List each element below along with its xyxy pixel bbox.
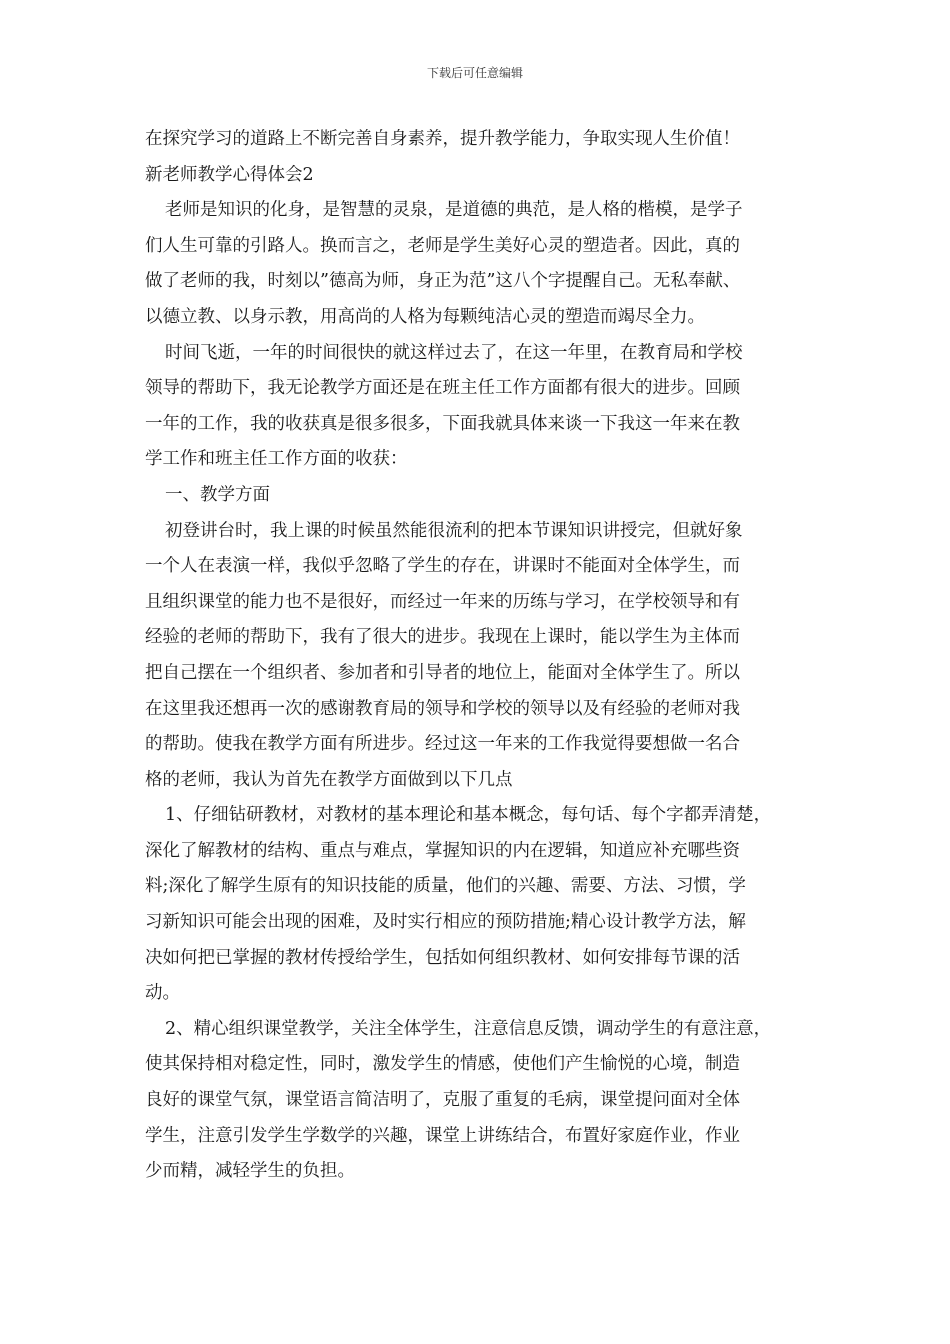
text-line: 在这里我还想再一次的感谢教育局的领导和学校的领导以及有经验的老师对我	[145, 698, 740, 719]
text-line: 一年的工作，我的收获真是很多很多，下面我就具体来谈一下我这一年来在教	[145, 413, 740, 434]
text-line: 们人生可靠的引路人。换而言之，老师是学生美好心灵的塑造者。因此，真的	[145, 235, 740, 256]
text-line: 以德立教、以身示教，用高尚的人格为每颗纯洁心灵的塑造而竭尽全力。	[145, 306, 705, 327]
text-line: 领导的帮助下，我无论教学方面还是在班主任工作方面都有很大的进步。回顾	[145, 378, 740, 399]
text-line: 把自己摆在一个组织者、参加者和引导者的地位上，能面对全体学生了。所以	[145, 662, 740, 683]
text-line: 决如何把已掌握的教材传授给学生，包括如何组织教材、如何安排每节课的活	[145, 947, 740, 968]
text-line: 经验的老师的帮助下，我有了很大的进步。我现在上课时，能以学生为主体而	[145, 627, 740, 648]
text-line: 学工作和班主任工作方面的收获：	[145, 449, 408, 470]
text-line: 使其保持相对稳定性，同时，激发学生的情感，使他们产生愉悦的心境，制造	[145, 1054, 740, 1075]
text-line: 学生，注意引发学生学数学的兴趣，课堂上讲练结合，布置好家庭作业，作业	[145, 1125, 740, 1146]
text-line: 少而精，减轻学生的负担。	[145, 1161, 355, 1182]
page-header: 下载后可任意编辑	[426, 66, 523, 80]
text-line: 在探究学习的道路上不断完善自身素养，提升教学能力，争取实现人生价值！	[145, 129, 740, 149]
text-line: 且组织课堂的能力也不是很好，而经过一年来的历练与学习，在学校领导和有	[145, 591, 740, 612]
text-line: 做了老师的我，时刻以”德高为师，身正为范”这八个字提醒自己。无私奉献、	[145, 271, 741, 292]
text-line: 良好的课堂气氛，课堂语言简洁明了，克服了重复的毛病，课堂提问面对全体	[145, 1090, 740, 1111]
text-line: 习新知识可能会出现的困难，及时实行相应的预防措施;精心设计教学方法，解	[145, 912, 746, 933]
text-line: 时间飞逝，一年的时间很快的就这样过去了，在这一年里，在教育局和学校	[165, 342, 743, 363]
text-line: 格的老师，我认为首先在教学方面做到以下几点	[145, 769, 513, 790]
text-line: 2、精心组织课堂教学，关注全体学生，注意信息反馈，调动学生的有意注意，	[165, 1018, 772, 1039]
text-line: 料;深化了解学生原有的知识技能的质量，他们的兴趣、需要、方法、习惯，学	[145, 876, 746, 897]
text-line: 新老师教学心得体会2	[145, 164, 314, 185]
document-body	[145, 122, 825, 1190]
text-line: 1、仔细钻研教材，对教材的基本理论和基本概念，每句话、每个字都弄清楚，	[165, 805, 772, 826]
text-line: 老师是知识的化身，是智慧的灵泉，是道德的典范，是人格的楷模，是学子	[165, 200, 743, 221]
text-line: 一、教学方面	[165, 484, 270, 505]
text-line: 的帮助。使我在教学方面有所进步。经过这一年来的工作我觉得要想做一名合	[145, 734, 740, 755]
text-line: 初登讲台时，我上课的时候虽然能很流利的把本节课知识讲授完，但就好象	[165, 520, 743, 541]
text-line: 深化了解教材的结构、重点与难点，掌握知识的内在逻辑，知道应补充哪些资	[145, 840, 740, 861]
text-line: 一个人在表演一样，我似乎忽略了学生的存在，讲课时不能面对全体学生，而	[145, 556, 740, 577]
text-line: 动。	[145, 983, 180, 1004]
